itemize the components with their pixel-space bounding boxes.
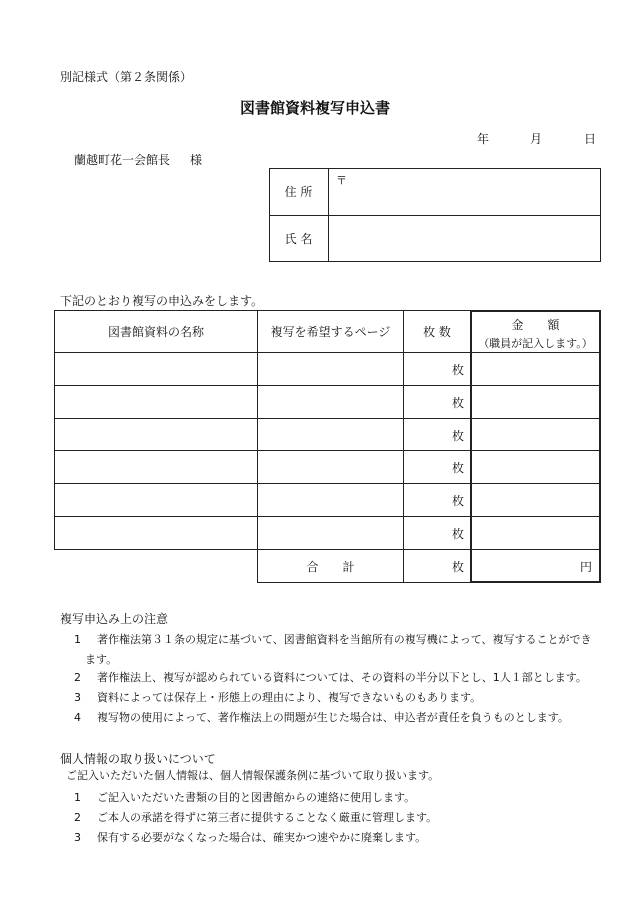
- row-sheets-unit: 枚: [451, 527, 464, 541]
- notes-item-text: 著作権法上、複写が認められている資料については、その資料の半分以下とし、1人１部とします。: [97, 671, 587, 684]
- header-amount: 金 額: [511, 318, 560, 332]
- privacy-item-number: 1: [74, 791, 81, 804]
- notes-item-text: 資料によっては保存上・形態上の理由により、複写できないものもあります。: [97, 691, 482, 704]
- address-label: 住 所: [284, 185, 313, 199]
- total-label: 合 計: [306, 560, 355, 574]
- notes-item-text-continued: ます。: [85, 653, 118, 666]
- header-pages: 複写を希望するページ: [270, 325, 391, 339]
- privacy-title: 個人情報の取り扱いについて: [60, 752, 216, 766]
- intro-text: 下記のとおり複写の申込みをします。: [60, 294, 264, 308]
- privacy-lead: ご記入いただいた個人情報は、個人情報保護条例に基づいて取り扱います。: [66, 769, 440, 782]
- privacy-item-number: 2: [74, 811, 81, 824]
- addressee-name: 蘭越町花一会館長: [74, 153, 171, 167]
- privacy-item-text: ご本人の承諾を得ずに第三者に提供することなく厳重に管理します。: [97, 811, 438, 824]
- header-material-name: 図書館資料の名称: [107, 325, 204, 339]
- page-title: 図書館資料複写申込書: [239, 99, 390, 117]
- privacy-item-text: 保有する必要がなくなった場合は、確実かつ速やかに廃棄します。: [97, 831, 427, 844]
- notes-item-number: 1: [74, 633, 81, 646]
- row-sheets-unit: 枚: [451, 494, 464, 508]
- privacy-item-text: ご記入いただいた書類の目的と図書館からの連絡に使用します。: [97, 791, 416, 804]
- date-day-label: 日: [584, 132, 597, 146]
- total-sheets-unit: 枚: [451, 560, 464, 574]
- notes-item-number: 3: [74, 691, 81, 704]
- name-label: 氏 名: [284, 231, 313, 246]
- notes-item-number: 2: [74, 671, 81, 684]
- address-field[interactable]: [330, 186, 598, 212]
- row-sheets-unit: 枚: [451, 461, 464, 475]
- total-yen-unit: 円: [579, 560, 592, 574]
- header-amount-note: （職員が記入します。）: [478, 337, 593, 350]
- date-month-label: 月: [530, 132, 543, 146]
- notes-title: 複写申込み上の注意: [60, 612, 169, 626]
- header-sheets: 枚 数: [423, 325, 451, 339]
- notes-item-text: 著作権法第３１条の規定に基づいて、図書館資料を当館所有の複写機によって、複写することができ: [97, 633, 592, 646]
- notes-item-number: 4: [74, 711, 81, 724]
- name-field[interactable]: [330, 217, 598, 259]
- form-reference: 別記様式（第２条関係）: [60, 70, 193, 84]
- row-sheets-unit: 枚: [451, 429, 464, 443]
- date-year-label: 年: [477, 132, 490, 146]
- privacy-item-number: 3: [74, 831, 81, 844]
- row-sheets-unit: 枚: [451, 363, 464, 377]
- postal-mark: 〒: [336, 174, 347, 187]
- row-sheets-unit: 枚: [451, 396, 464, 410]
- addressee-honorific: 様: [190, 153, 203, 167]
- notes-item-text: 複写物の使用によって、著作権法上の問題が生じた場合は、申込者が責任を負うものとします。: [97, 711, 569, 724]
